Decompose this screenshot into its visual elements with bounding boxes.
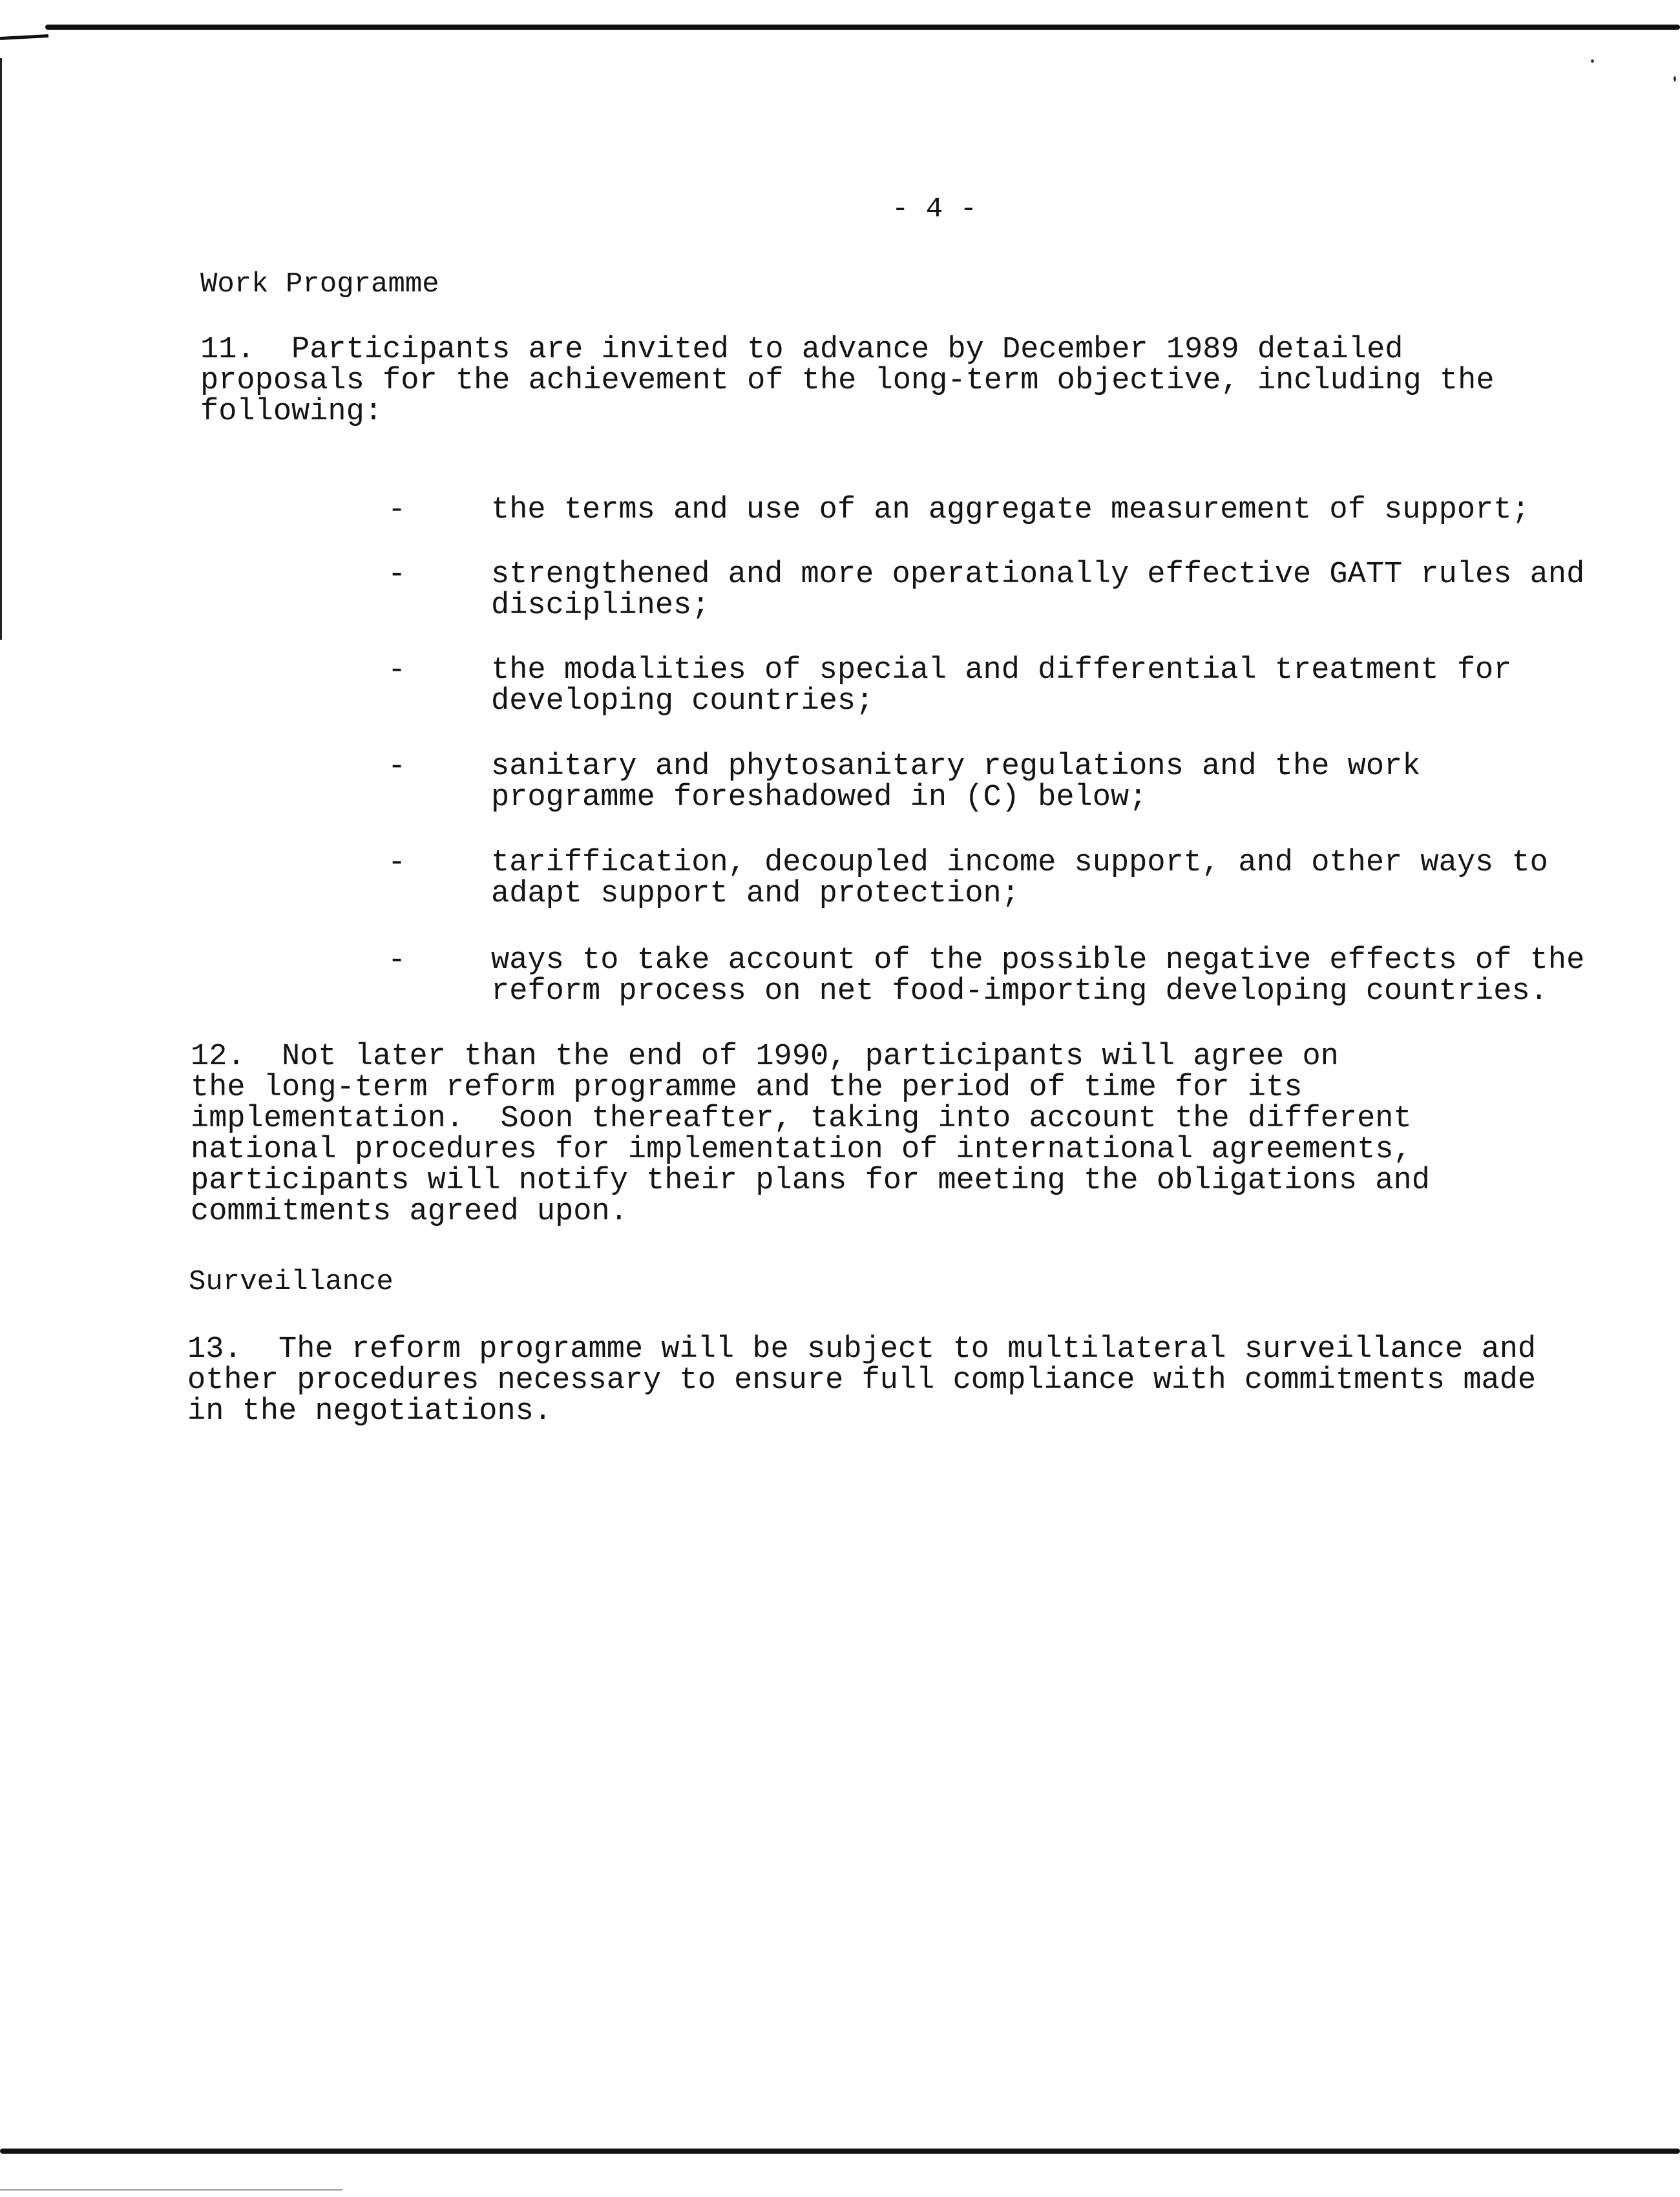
list-dash: - xyxy=(388,653,406,688)
scan-bottom-border xyxy=(0,2149,1680,2154)
list-item-text: strengthened and more operationally effective GATT rules and disciplines; xyxy=(491,558,1585,623)
list-item-text: sanitary and phytosanitary regulations and the work programme foreshadowed in (C) below; xyxy=(491,750,1421,815)
section-heading-surveillance: Surveillance xyxy=(189,1266,394,1298)
scan-bottom-thin-line xyxy=(0,2189,342,2191)
page-number: - 4 - xyxy=(892,193,978,226)
scan-top-border-left xyxy=(0,34,48,40)
list-dash: - xyxy=(388,943,406,978)
list-dash: - xyxy=(388,846,406,880)
scan-speck xyxy=(1674,76,1676,81)
list-item-text: tariffication, decoupled income support, and other ways to adapt support and protection; xyxy=(491,846,1548,911)
list-item-text: the terms and use of an aggregate measurement of support; xyxy=(491,493,1530,527)
scan-left-edge xyxy=(0,58,2,640)
section-heading-work-programme: Work Programme xyxy=(200,268,439,300)
paragraph-12: 12. Not later than the end of 1990, participants will agree on the long-term reform programme and the period of time for its implementation. Soon thereafter, taking into account the different national procedures for implementation of international agreements, participants will notify their plans for meeting the obligations and commitments agreed upon. xyxy=(191,1040,1430,1229)
paragraph-13: 13. The reform programme will be subject to multilateral surveillance and other procedures necessary to ensure full compliance with commitments made in the negotiations. xyxy=(187,1332,1537,1429)
list-item-text: the modalities of special and differential treatment for developing countries; xyxy=(491,653,1512,719)
scan-top-border xyxy=(45,25,1680,30)
list-dash: - xyxy=(388,493,406,527)
list-dash: - xyxy=(388,558,406,592)
list-dash: - xyxy=(388,750,406,784)
scan-speck xyxy=(1591,59,1594,63)
paragraph-11: 11. Participants are invited to advance by December 1989 detailed proposals for the achievement of the long-term objective, including the following: xyxy=(200,333,1495,429)
list-item-text: ways to take account of the possible negative effects of the reform process on net food-importing developing countries. xyxy=(491,943,1585,1009)
